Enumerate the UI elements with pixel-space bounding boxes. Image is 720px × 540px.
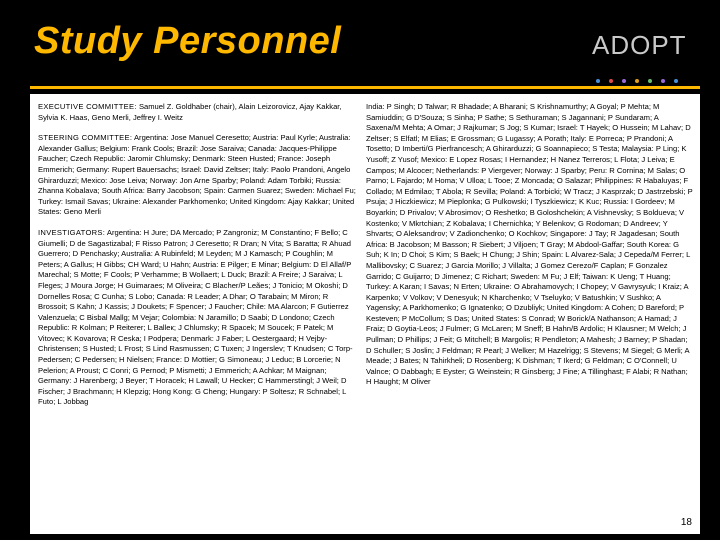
steering-committee: [38, 133, 356, 218]
investigators-continued: India: P Singh; D Talwar; R Bhadade; A Bharani; S Krishnamurthy; A Goyal; P Mehta; M Samiuddin; G D'Souza; S Sinha; P Sathe; S Sethuraman; S Jagannani; P Sundaram; A Saxena/M Mehta; A Omar; J Rajkumar; S Jog; S Kumar; Israel: T Hayek; O Hussein; M Lahav; D Zeltser; S Elfatl; M Elias; E Grossman; G Lugassy; A Porath; Italy: E Porreca; P Prandoni; A Tosetto; D Imberti/G Pierfrancesch; A Ghirarduzzi; G Soannapieco; S Testa; Malaysia: P Ling; K Yusoff; Z Yusof; Mexico: E Lopez Rosas; I Hernandez; H Nanez Terreros; L Flota; J Leiva; E Campos; M Alcocer; Netherlands: P Viergever; Norway: J Sparby; Peru: R Cornina; M Salas; O Parno; L Fajardo; M Homa; V Ulloa; L Tooe; Z Moncada; O Salazar; Philippines: R Habaluyas; F Collado; M Edmilao; T Abola; R Sevilla; Poland: A Torbicki; W Tracz; J Kasprzak; D Jastrzebski; P Psuja; J Hiczkiewicz; M Pieplonka; G Pulkowski; I Tyszkiewicz; K Kuc; Russia: I Gordeev; M Boyarkin; D Privalov; V Abrosimov; O Reshetko; B Goloshchekin; A Vishnevsky; S Boldueva; V Kostenko; V Mkrtchian; Z Kobalava; I Chernichka; Y Belenkov; G Rodoman; D Andreev; Y Shvarts; O Aleksandrov; V Zadionchenko; O Kochkov; Singapore: J Tay; R Jagadesan; South Africa: B Jacobson; M Basson; R Siebert; J Viljoen; T Gray; M Abdool-Gaffar; South Korea: G Suh; K In; D Choi; S Kim; S Baek; H Chung; J Shin; Spain: L Alvarez-Sala; J Cepeda/M Ferrer; L Mallibovsky; C Suarez; J Garcia Morillo; J Villalta; J Gomez Cerezo/F Caplan; F Gonzalez Garrido; C Guijarro; D Jimenez; C Richart; Sweden: M Fu; J Elf; Taiwan: K Ueng; T Huang; Turkey: A Karan; I Savas; N Erten; Ukraine: O Abrahamovych; I Chopey; V Gavrysyuk; I Kraiz; A Karpenko; V Volkov; V Denesyuk; N Kharchenko; V Tseluyko; V Batushkin; V Sushko; A Yagensky; A Parkhomenko; G Ignatenko; O Dzubliyk; United Kingdom: A Cohen; D Bareford; P Kesteven; P McCollum; S Das; United States: S Conrad; W Borick/A Nathanson; A Hamad; J Fraiz; D Goytia-Leos; J Fulmer; G McLaren; M Sneff; B Hahn/B Ardolic; H Klausner; M Welch; J Pullman; D Phillips; J Feit; G Mitchell; B Margolis; R Pendleton; A Mahesh; J Barney; P Shadan; D Schuller; S Joslin; J Feldman; R Pearl; J Welker; M Hazelrigg; S Stevens; M Siegel; G Merli; A Meade; J Bates; N Tahirkheli; D Rosenberg; K Dishman; T Ikerd; G Feldman; C O'Connell; U Valnce; O Dabbagh; E Eyster; G Weinstein; R Ginsberg; J Fine; A Tillinghast; F Alabi; R Nathan; H Haught; M Oliver: [366, 102, 693, 387]
logo-dot: [596, 79, 600, 83]
title-underline: [30, 86, 700, 89]
content-panel: [30, 94, 700, 534]
executive-members: Samuel Z. Goldhaber (chair), Alain Leizorovicz, Ajay Kakkar, Sylvia K. Haas, Geno Merli, Jeffrey I. Weitz: [38, 102, 342, 122]
executive-heading: EXECUTIVE COMMITTEE:: [38, 102, 137, 111]
logo-dot: [661, 79, 665, 83]
adopt-logo: [592, 24, 702, 86]
logo-dot: [635, 79, 639, 83]
investigators-heading: INVESTIGATORS:: [38, 227, 106, 237]
right-column: [366, 102, 694, 398]
investigators-list: Argentina: H Jure; DA Mercado; P Zangroniz; M Constantino; F Bello; C Giumelli; D de Sagastizabal; F Risso Patron; J Ceresetto; R Dran; N Vita; S Baratta; R Ahuad Guerrero; D Penchasky; Australia: A Rubinfeld; M Leyden; M J Kamasch; P Coughlin; M Peters; A Gallus; H Gibbs; CH Ward; U Hahn; Austria: E Pilger; E Minar; Belgium: D El Allaf/P Marechal; S Motte; F Cools; P Verhamme; B Wollaert; L Duck; Brazil: A Freire; J Saraiva; L Fleges; J Moura Jorge; H Guimaraes; M Oliveira; C Blacher/P Leães; J Tonicio; M Okoshi; D Dornelles Rosa; C Cunha; S Lobo; Canada: R Leader; A Dhar; O Tarabain; M Miron; R Brossoit; S Kahn; J Kassis; J Doukets; F Spencer; J Faucher; Chile: MA Alarcon; F Gutierrez Valenzuela; C Bisbal Mallg; M Vejar; Colombia: N Jaramillo; D Saabi; D Londono; Czech Republic: R Kolman; P Reiterer; L Balleк; J Chlumsky; R Spacek; M Soucek; F Patek; M Vitovec; K Kovarova; R Ceska; I Podpera; Denmark: J Faber; L Oestergaard; H Vejby-Christensen; S Husted; L Frost; S Lind Rasmussen; C Tuxen; J Ingerslev; T Knudsen; C Torp-Pedersen; C Pedersen; H Nielsen; France: D Mottier; G Simoneau; J Leduc; B Lorcerie; N Pelerion; A Proust; C Conri; G Pernod; P Mismetti; J Emmerich; A Achkar; M Maignan; Germany: J Harenberg; J Beyer; T Horacek; H Lawall; U Hecker; C Hammerstingl; J Weil; D Fischer; J Brachmann; H Klepzig; Hong Kong: G Cheng; Hungary: P Soltesz; R Schnabel; L Futo; L Jobbag: [38, 227, 353, 407]
investigators: [38, 228, 356, 408]
logo-dot: [622, 79, 626, 83]
executive-committee: [38, 102, 356, 123]
steering-heading: STEERING COMMITTEE:: [38, 133, 133, 143]
logo-wordmark: ADOPT: [592, 30, 687, 60]
logo-dot: [674, 79, 678, 83]
steering-members: Argentina: Jose Manuel Ceresetto; Austria: Paul Kyrle; Australia: Alexander Gallus; Belgium: Frank Cools; Brazil: Jose Saraiva; Canada: Jacques-Philippe Faucher; Czech Republic: Jaromir Chlumsky; Denmark: Steen Husted; France: Joseph Emmerich; Germany: Rupert Bauersachs; Israel: David Zeltser; Italy: Paolo Prandoni, Angelo Ghirarduzzi; Mexico: Jose Leiva; Norway: Jon Arne Sparby; Poland: Adam Torbiki; Russia: Zhanna Kobalava; South Africa: Barry Jacobson; Spain: Carmen Suarez; Sweden: Michael Fu; Turkey: Ismail Savas; Ukraine: Alexander Parkhomenko; United Kingdom: Ajay Kakkar; United States: Geno Merli: [38, 133, 356, 217]
logo-dot: [648, 79, 652, 83]
slide-title: Study Personnel: [34, 20, 342, 62]
logo-dot: [609, 79, 613, 83]
left-column: [38, 102, 356, 418]
page-number: 18: [680, 517, 692, 528]
